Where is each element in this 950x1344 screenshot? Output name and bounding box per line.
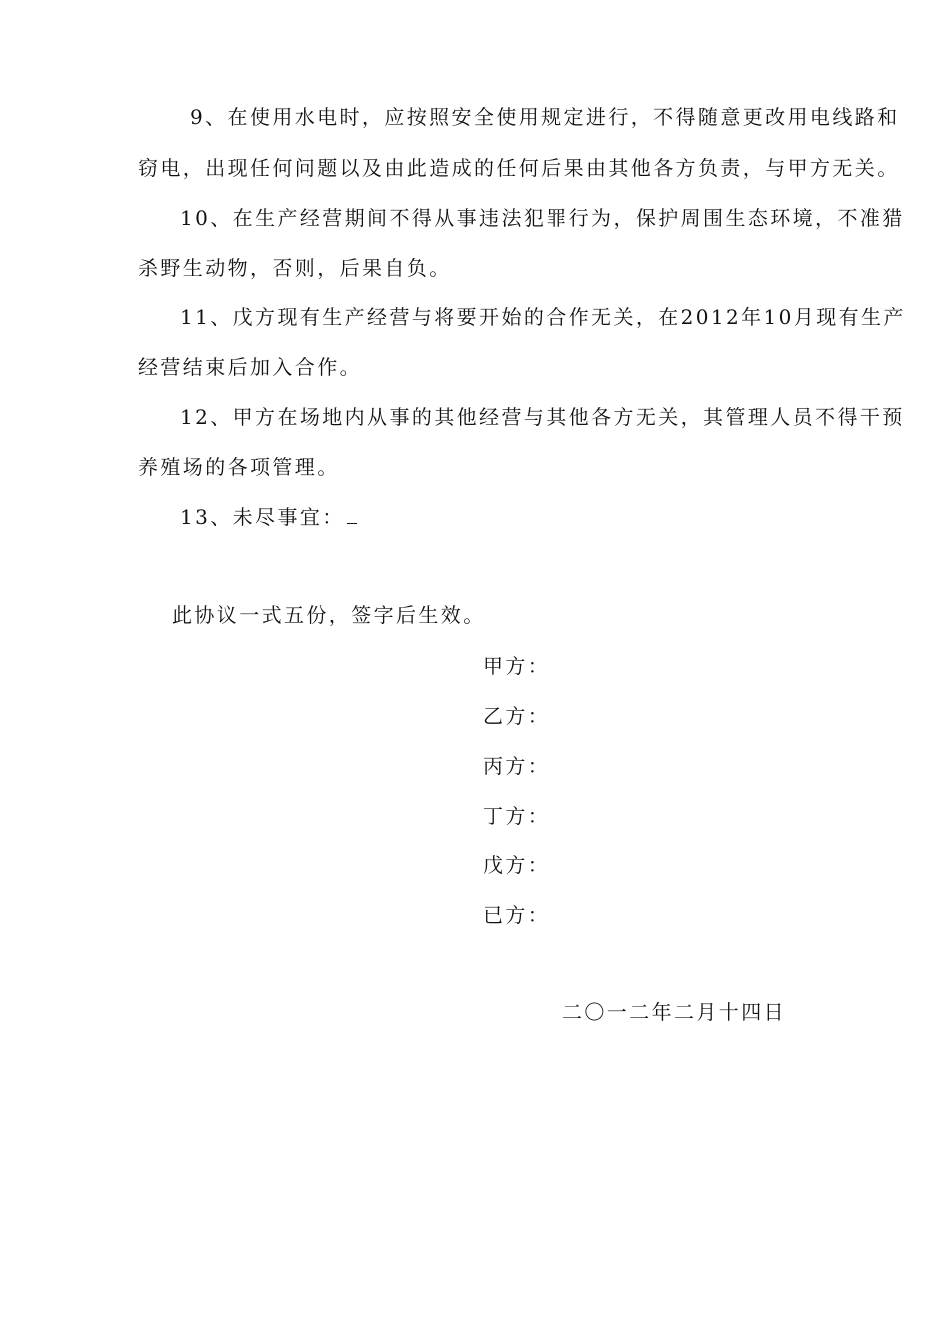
document-date: 二〇一二年二月十四日 [562,1000,786,1024]
party-ji-signature: 已方： [483,903,551,927]
clause-11-line-1: 11、戊方现有生产经营与将要开始的合作无关，在2012年10月现有生产 [180,305,906,329]
party-ding-signature: 丁方： [483,804,551,828]
clause-10-line-2: 杀野生动物，否则，后果自负。 [138,256,452,280]
clause-12-line-1: 12、甲方在场地内从事的其他经营与其他各方无关，其管理人员不得干预 [180,405,905,429]
clause-9-line-2: 窃电，出现任何问题以及由此造成的任何后果由其他各方负责，与甲方无关。 [138,156,900,180]
clause-12-line-2: 养殖场的各项管理。 [138,455,340,479]
clause-10-line-1: 10、在生产经营期间不得从事违法犯罪行为，保护周围生态环境，不准猎 [180,206,905,230]
party-yi-signature: 乙方： [483,704,551,728]
effective-statement: 此协议一式五份，签字后生效。 [172,603,486,627]
clause-11-line-2: 经营结束后加入合作。 [138,355,362,379]
party-wu-signature: 戊方： [483,853,551,877]
clause-13 [180,503,357,531]
clause-9-line-1: 9、在使用水电时，应按照安全使用规定进行，不得随意更改用电线路和 [190,105,900,129]
clause-13-text: 13、未尽事宜： [180,505,345,529]
party-jia-signature: 甲方： [483,654,551,678]
party-bing-signature: 丙方： [483,754,551,778]
clause-13-blank [347,505,357,524]
